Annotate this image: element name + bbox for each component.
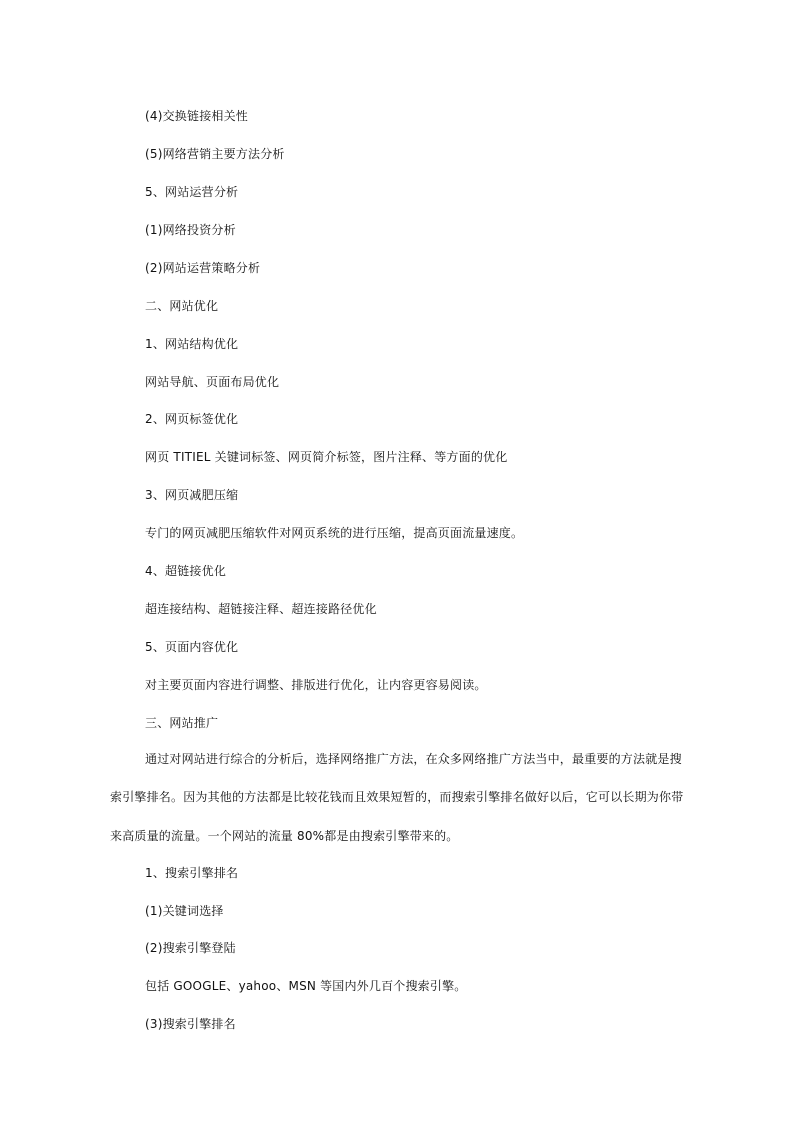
section-heading: 1、网站结构优化: [145, 337, 239, 351]
section-heading: 二、网站优化: [145, 299, 219, 313]
text-line: (5)网络营销主要方法分析: [145, 147, 285, 161]
text-line: 超连接结构、超链接注释、超连接路径优化: [145, 602, 377, 616]
text-line: (1)网络投资分析: [145, 223, 236, 237]
text-line: 包括 GOOGLE、yahoo、MSN 等国内外几百个搜索引擎。: [145, 979, 467, 993]
paragraph-text: 通过对网站进行综合的分析后，选择网络推广方法，在众多网络推广方法当中，最重要的方法就是搜索引擎排名。因为其他的方法都是比较花钱而且效果短暂的，而搜索引擎排名做好以后，它可以长期为你带来高质量的流量。一个网站的流量 80%都是由搜索引擎带来的。: [110, 752, 684, 843]
text-line: 网站导航、页面布局优化: [145, 375, 280, 389]
text-line: (2)搜索引擎登陆: [145, 941, 236, 955]
section-heading: 5、页面内容优化: [145, 640, 239, 654]
text-line: (4)交换链接相关性: [145, 109, 248, 123]
section-heading: 1、搜索引擎排名: [145, 866, 239, 880]
text-line: 对主要页面内容进行调整、排版进行优化，让内容更容易阅读。: [145, 678, 487, 692]
text-line: (3)搜索引擎排名: [145, 1017, 236, 1031]
section-heading: 3、网页减肥压缩: [145, 488, 239, 502]
text-line: 专门的网页减肥压缩软件对网页系统的进行压缩，提高页面流量速度。: [145, 526, 524, 540]
section-heading: 三、网站推广: [145, 716, 219, 730]
section-heading: 4、超链接优化: [145, 564, 227, 578]
text-line: 网页 TITIEL 关键词标签、网页简介标签，图片注释、等方面的优化: [145, 450, 508, 464]
body-paragraph: [110, 740, 690, 855]
text-line: (1)关键词选择: [145, 904, 224, 918]
section-heading: 2、网页标签优化: [145, 412, 239, 426]
section-heading: 5、网站运营分析: [145, 185, 239, 199]
text-line: (2)网站运营策略分析: [145, 261, 261, 275]
